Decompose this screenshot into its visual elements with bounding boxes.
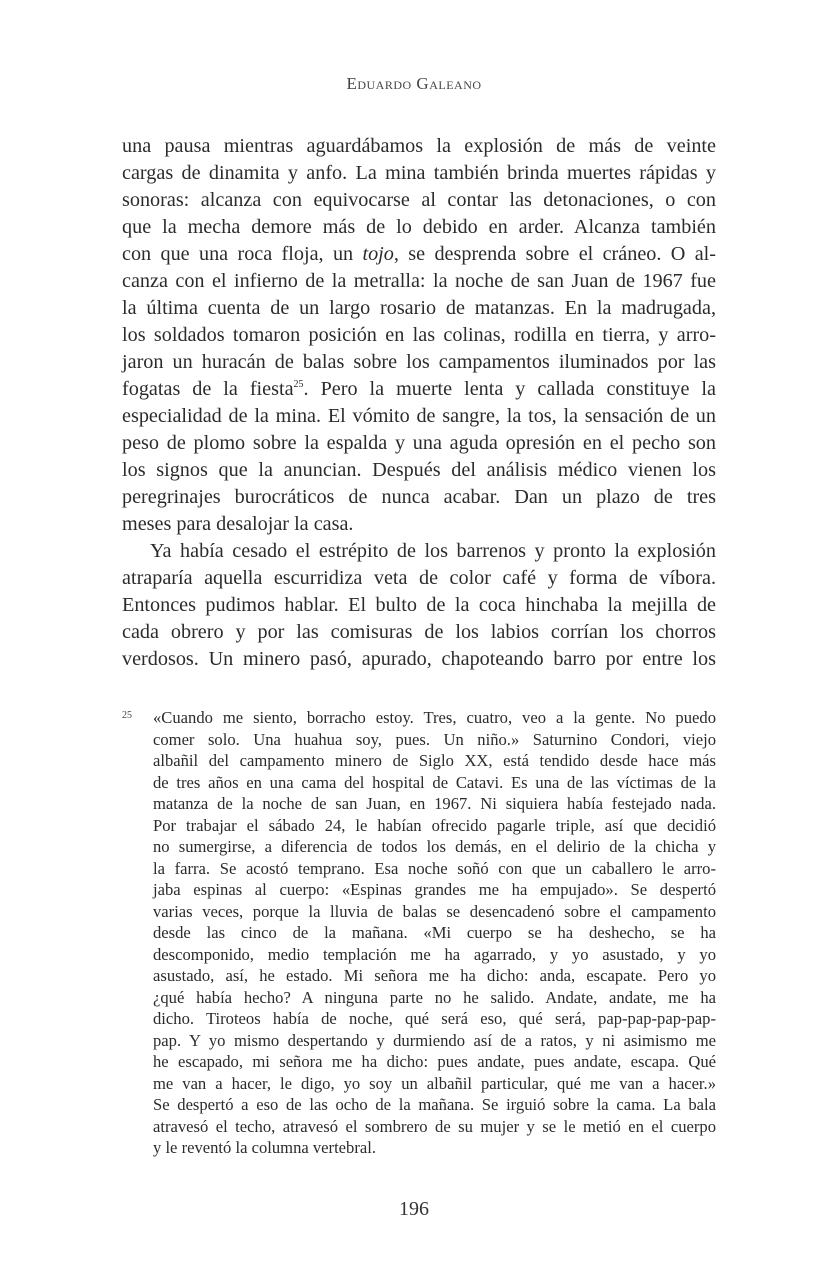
footnote-line: ¿qué había hecho? A ninguna parte no he salido. Andate, andate, me ha — [153, 987, 716, 1007]
footnote-line: desde las cinco de la mañana. «Mi cuerpo se ha deshecho, se ha — [153, 923, 716, 942]
footnote-line: y le reventó la columna vertebral. — [153, 1138, 376, 1157]
text-line: jaron un huracán de balas sobre los campamentos iluminados por las — [122, 351, 716, 373]
footnote-line: he escapado, mi señora me ha dicho: pues andate, pues andate, escapa. Qué — [153, 1052, 716, 1071]
text-line: verdosos. Un minero pasó, apurado, chapoteando barro por entre los — [122, 648, 716, 670]
footnote-reference[interactable]: 25 — [293, 379, 304, 390]
italic-term: tojo — [362, 243, 394, 265]
text-line: peso de plomo sobre la espalda y una aguda opresión en el pecho son — [122, 432, 716, 454]
text-line: que la mecha demore más de lo debido en arder. Alcanza también — [122, 216, 716, 238]
text-line: Entonces pudimos hablar. El bulto de la coca hinchaba la mejilla de — [122, 594, 716, 616]
page-number: 196 — [399, 1198, 429, 1220]
running-head: Eduardo Galeano — [346, 74, 482, 93]
text-line: meses para desalojar la casa. — [122, 513, 354, 535]
text-line: los soldados tomaron posición en las colinas, rodilla en tierra, y arro- — [122, 324, 716, 346]
footnote-line: matanza de la noche de san Juan, en 1967. Ni siquiera había festejado nada. — [153, 794, 716, 813]
footnote-line: la farra. Se acostó temprano. Esa noche soñó con que un caballero le arro- — [153, 858, 716, 878]
footnote-line: atravesó el techo, atravesó el sombrero de su mujer y se le metió en el cuerpo — [153, 1116, 716, 1136]
footnote-line: me van a hacer, le digo, yo soy un albañil particular, qué me van a hacer.» — [153, 1073, 716, 1093]
text-line: sonoras: alcanza con equivocarse al contar las detonaciones, o con — [122, 189, 716, 211]
text-line: atraparía aquella escurridiza veta de color café y forma de víbora. — [122, 567, 716, 589]
text-line-tail: . Pero la muerte lenta y callada constituye la — [303, 378, 716, 400]
footnote-line: varias veces, porque la lluvia de balas se desencadenó sobre el campamento — [153, 901, 716, 921]
paragraph-start-line: Ya había cesado el estrépito de los barrenos y pronto la explosión — [150, 540, 716, 562]
text-line: cargas de dinamita y anfo. La mina también brinda muertes rápidas y — [122, 162, 716, 184]
footnote-line: dicho. Tiroteos había de noche, qué será eso, qué será, pap-pap-pap-pap- — [153, 1009, 716, 1028]
footnote-line: albañil del campamento minero de Siglo XX, está tendido desde hace más — [153, 751, 716, 770]
text-line: cada obrero y por las comisuras de los labios corrían los chorros — [122, 621, 716, 643]
text-line-tail: , se desprenda sobre el cráneo. O al- — [393, 243, 716, 265]
footnote-line: asustado, así, he estado. Mi señora me ha dicho: anda, escapate. Pero yo — [153, 966, 716, 985]
footnote-line: jaba espinas al cuerpo: «Espinas grandes me ha empujado». Se despertó — [153, 880, 716, 899]
footnote-line: Por trabajar el sábado 24, le habían ofrecido pagarle triple, así que decidió — [153, 815, 716, 835]
footnote-line: de tres años en una cama del hospital de Catavi. Es una de las víctimas de la — [153, 772, 716, 792]
footnote-line: Se despertó a eso de las ocho de la mañana. Se irguió sobre la cama. La bala — [153, 1095, 716, 1114]
main-text-block — [122, 133, 716, 673]
text-line — [122, 376, 716, 403]
text-line: los signos que la anuncian. Después del análisis médico vienen los — [122, 459, 716, 481]
footnote-line: comer solo. Una huahua soy, pues. Un niño.» Saturnino Condori, viejo — [153, 729, 716, 749]
footnote-line: no sumergirse, a diferencia de todos los demás, en el delirio de la chicha y — [153, 837, 716, 856]
text-line — [122, 241, 716, 268]
text-line: una pausa mientras aguardábamos la explosión de más de veinte — [122, 135, 716, 157]
text-line-head: fogatas de la fiesta — [122, 378, 294, 400]
text-line: peregrinajes burocráticos de nunca acabar. Dan un plazo de tres — [122, 486, 716, 508]
text-line: canza con el infierno de la metralla: la noche de san Juan de 1967 fue — [122, 270, 716, 292]
footnote-number: 25 — [122, 710, 132, 721]
text-line-head: con que una roca floja, un — [122, 243, 363, 265]
text-line: especialidad de la mina. El vómito de sangre, la tos, la sensación de un — [122, 405, 716, 427]
footnote-line: «Cuando me siento, borracho estoy. Tres, cuatro, veo a la gente. No puedo — [153, 708, 716, 727]
footnote-line: pap. Y yo mismo despertando y durmiendo así de a ratos, y ni asimismo me — [153, 1030, 716, 1050]
footnote-body — [153, 707, 716, 1159]
footnote-line: descomponido, medio templación me ha agarrado, y yo asustado, y yo — [153, 944, 716, 964]
text-line: la última cuenta de un largo rosario de matanzas. En la madrugada, — [122, 297, 716, 319]
